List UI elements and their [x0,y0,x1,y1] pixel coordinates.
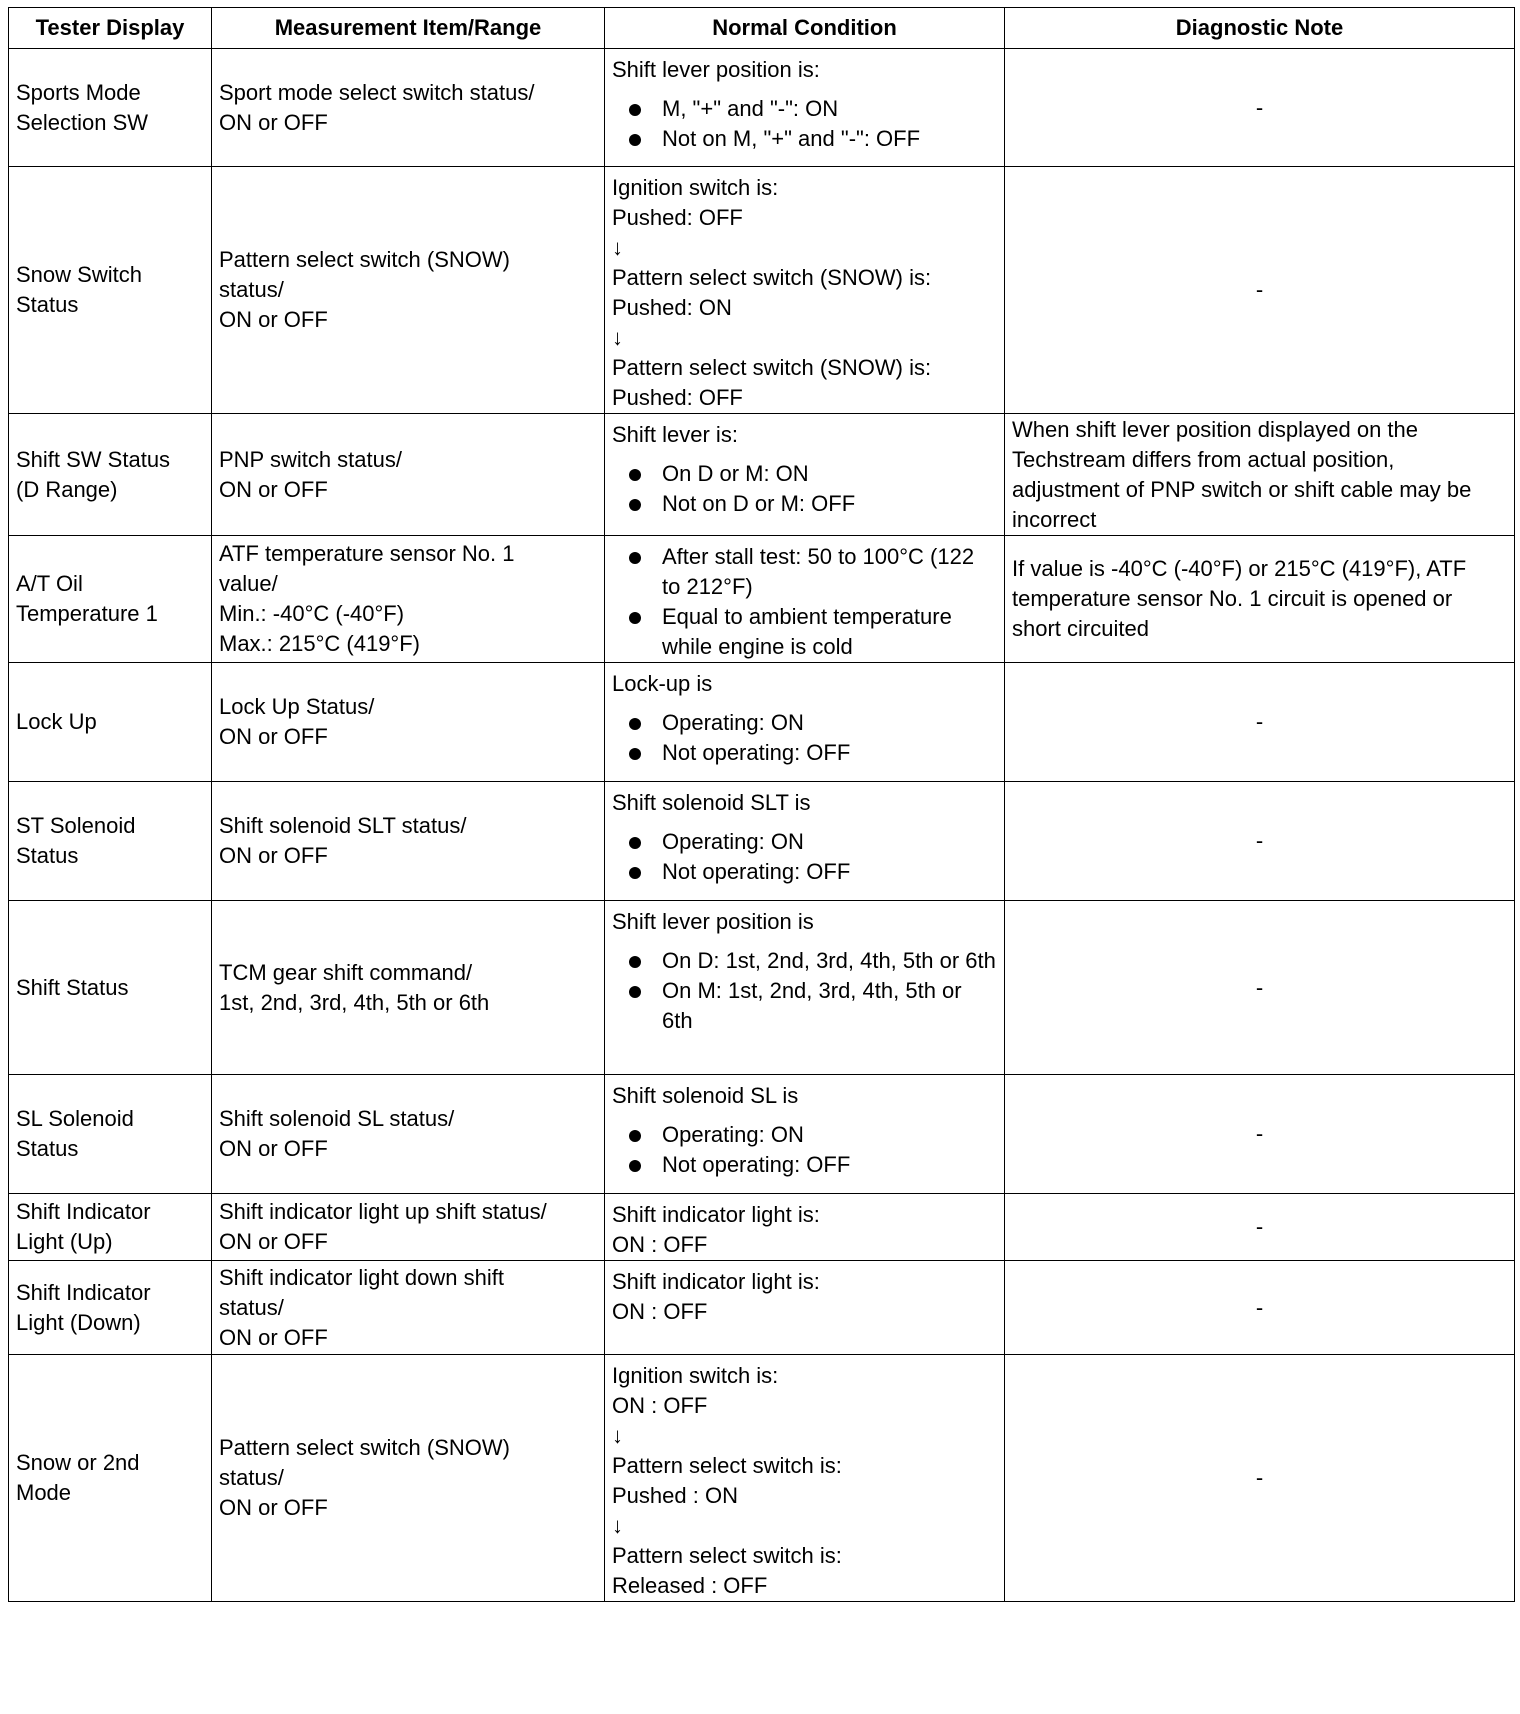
spacer [612,818,997,827]
header-row [9,8,1515,49]
tester-display-line: Snow Switch [16,262,142,287]
normal-condition-cell [605,536,1005,663]
normal-condition-line: Shift lever position is: [612,57,820,82]
normal-condition-line: Shift solenoid SL is [612,1083,799,1108]
tester-display-cell [9,1194,212,1261]
measurement-line: Min.: -40°C (-40°F) [219,601,405,626]
condition-bullet-item: On D or M: ON [612,459,997,489]
tester-display-line: Sports Mode [16,79,141,105]
condition-bullet-list [612,827,997,887]
normal-condition-cell [605,1355,1005,1602]
measurement-line: ON or OFF [219,1324,328,1350]
spacer [612,450,997,459]
normal-condition-cell [605,1261,1005,1355]
measurement-line: Shift indicator light down shift [219,1264,504,1290]
table-header [9,8,1515,49]
diagnostic-note-cell: - [1005,1075,1515,1194]
spacer [612,85,997,94]
measurement-cell [212,536,605,663]
table-row [9,663,1515,782]
measurement-line: Shift solenoid SL status/ [219,1106,455,1131]
normal-condition-line: Released : OFF [612,1573,768,1598]
tester-display-line: Shift Status [16,974,129,1000]
table-row [9,49,1515,167]
measurement-line: ON or OFF [219,724,328,749]
diagnostic-note-cell: - [1005,167,1515,414]
header-normal-condition: Normal Condition [605,8,1005,49]
tester-display-line: SL Solenoid [16,1106,134,1131]
normal-condition-line: ↓ [612,325,623,350]
diagnostic-data-table [8,7,1515,1602]
measurement-line: Shift indicator light up shift status/ [219,1199,547,1224]
condition-bullet-item: Operating: ON [612,1120,997,1150]
tester-display-cell [9,49,212,167]
normal-condition-cell [605,1075,1005,1194]
diagnostic-note-cell: - [1005,1194,1515,1261]
measurement-cell [212,1261,605,1355]
tester-display-line: Status [16,292,79,317]
normal-condition-line: Shift lever is: [612,422,738,447]
condition-bullet-item: Operating: ON [612,827,997,857]
measurement-cell [212,1194,605,1261]
diagnostic-note-cell: - [1005,49,1515,167]
diagnostic-note-cell: - [1005,1261,1515,1355]
normal-condition-cell [605,663,1005,782]
normal-condition-line: Pattern select switch is: [612,1543,842,1568]
header-tester-display: Tester Display [9,8,212,49]
tester-display-line: Shift Indicator [16,1199,151,1224]
condition-bullet-list [612,946,997,1036]
measurement-line: Sport mode select switch status/ [219,79,535,105]
normal-condition-line: Pattern select switch is: [612,1453,842,1478]
table-body [9,49,1515,1602]
normal-condition-cell [605,167,1005,414]
measurement-cell [212,782,605,901]
condition-bullet-item: Operating: ON [612,708,997,738]
normal-condition-line: Pushed : ON [612,1483,738,1508]
condition-bullet-list [612,542,997,662]
normal-condition-line: ON : OFF [612,1232,708,1257]
measurement-line: ON or OFF [219,1495,328,1520]
normal-condition-line: ON : OFF [612,1393,708,1418]
measurement-line: ON or OFF [219,1136,328,1161]
diagnostic-note-cell: - [1005,663,1515,782]
table-row [9,1261,1515,1355]
measurement-line: Shift solenoid SLT status/ [219,813,467,838]
condition-bullet-item: Not on M, "+" and "-": OFF [612,124,997,154]
table-row [9,536,1515,663]
measurement-line: Pattern select switch (SNOW) [219,1435,510,1460]
header-diagnostic-note: Diagnostic Note [1005,8,1515,49]
condition-bullet-item: Not operating: OFF [612,738,997,768]
condition-bullet-item: Equal to ambient temperature while engine is cold [612,602,997,662]
measurement-line: status/ [219,1294,284,1320]
condition-bullet-list [612,459,997,519]
condition-bullet-item: On M: 1st, 2nd, 3rd, 4th, 5th or 6th [612,976,997,1036]
measurement-line: ON or OFF [219,109,328,135]
normal-condition-cell [605,901,1005,1075]
measurement-line: status/ [219,1465,284,1490]
spacer [612,1111,997,1120]
tester-display-line: Status [16,1136,79,1161]
measurement-line: value/ [219,571,278,596]
normal-condition-line: ↓ [612,1513,623,1538]
normal-condition-line: Pushed: ON [612,295,732,320]
normal-condition-cell [605,1194,1005,1261]
normal-condition-line: Pushed: OFF [612,385,743,410]
measurement-line: Max.: 215°C (419°F) [219,631,420,656]
measurement-line: Pattern select switch (SNOW) [219,247,510,272]
table-row [9,414,1515,536]
normal-condition-cell [605,49,1005,167]
measurement-cell [212,663,605,782]
tester-display-line: A/T Oil [16,571,83,596]
spacer [612,937,997,946]
tester-display-line: Light (Up) [16,1229,113,1254]
measurement-cell [212,1355,605,1602]
measurement-cell [212,167,605,414]
measurement-line: TCM gear shift command/ [219,959,473,985]
normal-condition-line: Ignition switch is: [612,175,779,200]
tester-display-cell [9,1355,212,1602]
tester-display-line: Mode [16,1480,72,1505]
tester-display-cell [9,901,212,1075]
measurement-line: ON or OFF [219,843,328,868]
tester-display-line: Light (Down) [16,1309,141,1335]
normal-condition-line: Shift solenoid SLT is [612,790,811,815]
spacer [612,699,997,708]
tester-display-cell [9,1075,212,1194]
condition-bullet-item: Not operating: OFF [612,1150,997,1180]
tester-display-line: Selection SW [16,109,149,135]
table-row [9,901,1515,1075]
measurement-line: PNP switch status/ [219,446,402,472]
normal-condition-line: Ignition switch is: [612,1363,779,1388]
measurement-line: ON or OFF [219,1229,328,1254]
measurement-cell [212,1075,605,1194]
normal-condition-line: ON : OFF [612,1299,708,1324]
tester-display-cell [9,663,212,782]
normal-condition-line: Shift indicator light is: [612,1269,820,1294]
normal-condition-line: Pushed: OFF [612,205,743,230]
normal-condition-line: ↓ [612,235,623,260]
tester-display-cell [9,782,212,901]
diagnostic-note-cell: When shift lever position displayed on the Techstream differs from actual position, adjustment of PNP switch or shift cable may be incorrect [1005,414,1515,536]
table-row [9,1194,1515,1261]
measurement-line: status/ [219,277,284,302]
condition-bullet-item: M, "+" and "-": ON [612,94,997,124]
tester-display-cell [9,1261,212,1355]
tester-display-line: Temperature 1 [16,601,158,626]
normal-condition-line: Shift indicator light is: [612,1202,820,1227]
measurement-line: ATF temperature sensor No. 1 [219,541,515,566]
measurement-line: ON or OFF [219,476,328,502]
header-measurement-item: Measurement Item/Range [212,8,605,49]
measurement-cell [212,49,605,167]
table-row [9,167,1515,414]
normal-condition-line: Lock-up is [612,671,713,696]
table-row [9,1355,1515,1602]
normal-condition-cell [605,782,1005,901]
table-row [9,782,1515,901]
normal-condition-line: ↓ [612,1423,623,1448]
diagnostic-note-cell: If value is -40°C (-40°F) or 215°C (419°F), ATF temperature sensor No. 1 circuit is opened or short circuited [1005,536,1515,663]
measurement-line: ON or OFF [219,307,328,332]
diagnostic-note-cell: - [1005,1355,1515,1602]
measurement-cell [212,414,605,536]
tester-display-cell [9,414,212,536]
condition-bullet-item: On D: 1st, 2nd, 3rd, 4th, 5th or 6th [612,946,997,976]
normal-condition-line: Shift lever position is [612,909,814,934]
tester-display-line: (D Range) [16,476,118,502]
tester-display-line: Status [16,843,79,868]
tester-display-line: ST Solenoid [16,813,136,838]
measurement-line: 1st, 2nd, 3rd, 4th, 5th or 6th [219,989,490,1015]
tester-display-cell [9,536,212,663]
normal-condition-line: Pattern select switch (SNOW) is: [612,265,932,290]
tester-display-cell [9,167,212,414]
condition-bullet-list [612,94,997,154]
condition-bullet-list [612,708,997,768]
condition-bullet-list [612,1120,997,1180]
table-row [9,1075,1515,1194]
condition-bullet-item: Not on D or M: OFF [612,489,997,519]
normal-condition-line: Pattern select switch (SNOW) is: [612,355,932,380]
normal-condition-cell [605,414,1005,536]
condition-bullet-item: After stall test: 50 to 100°C (122 to 212°F) [612,542,997,602]
tester-display-line: Snow or 2nd [16,1450,140,1475]
tester-display-line: Lock Up [16,709,97,734]
measurement-line: Lock Up Status/ [219,694,375,719]
tester-display-line: Shift SW Status [16,446,171,472]
diagnostic-note-cell: - [1005,782,1515,901]
condition-bullet-item: Not operating: OFF [612,857,997,887]
tester-display-line: Shift Indicator [16,1279,151,1305]
diagnostic-note-cell: - [1005,901,1515,1075]
measurement-cell [212,901,605,1075]
